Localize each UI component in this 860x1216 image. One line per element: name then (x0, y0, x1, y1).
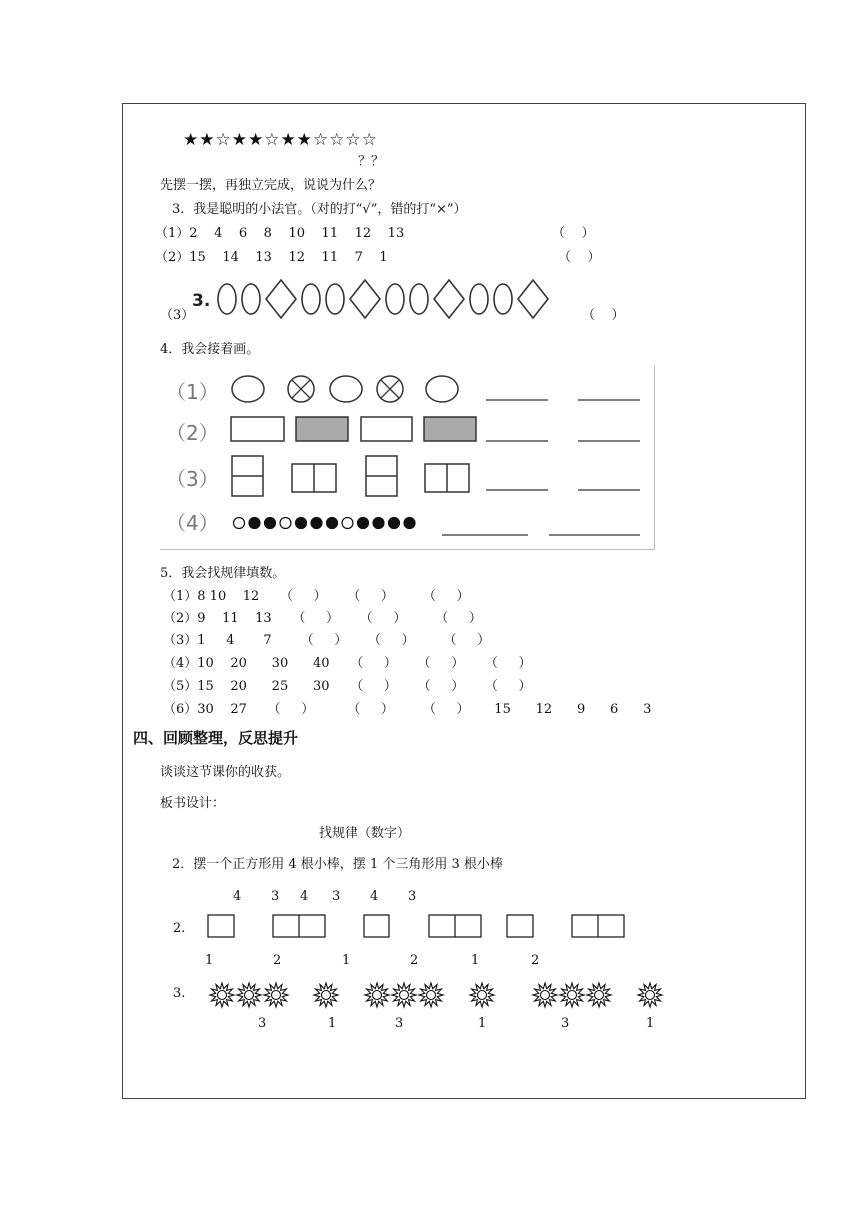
sun-icon (264, 983, 288, 1007)
sun-icon (392, 983, 416, 1007)
sun-icon (419, 983, 443, 1007)
square-box (364, 915, 389, 937)
drawing-panel-svg (160, 366, 654, 549)
black-dot (373, 518, 384, 529)
square-box (507, 915, 533, 937)
circle-shape (426, 376, 458, 402)
sun-icon (210, 983, 234, 1007)
row-label-4: （4） (166, 511, 219, 535)
sun-icon (638, 983, 662, 1007)
q3-item-1-answer: （ ） (552, 226, 595, 241)
star-number: 3 (561, 1016, 570, 1031)
star-pattern: ★★☆★★☆★★☆☆☆☆ (183, 130, 378, 150)
diamond-shape (350, 280, 380, 318)
circle-shape (330, 376, 362, 402)
crossed-circle-shape (377, 376, 403, 402)
sun-icon (533, 983, 557, 1007)
q5-title: 5．我会找规律填数。 (160, 566, 286, 581)
q5-row-5: （5）15 20 25 30 （ ） （ ） （ ） (163, 679, 532, 694)
crossed-circle-shape (288, 376, 314, 402)
diamond-shape (266, 280, 296, 318)
star-number: 1 (646, 1016, 655, 1031)
sun-pattern (200, 978, 680, 1014)
black-dot (311, 518, 322, 529)
bottom-number: 2 (531, 953, 540, 968)
shaded-rectangle-shape (296, 417, 348, 441)
board-line-2: 2．摆一个正方形用 4 根小棒，摆 1 个三角形用 3 根小棒 (172, 857, 503, 872)
white-dot (342, 518, 353, 529)
q5-row-6: （6）30 27 （ ） （ ） （ ） 15 12 9 6 3 (163, 702, 652, 717)
star-number: 1 (478, 1016, 487, 1031)
pattern-label: 3. (192, 291, 211, 311)
stick-squares (205, 912, 630, 940)
vertical-split-box (292, 464, 336, 492)
row-label-1: （1） (166, 380, 219, 404)
top-number: 3 (271, 889, 280, 904)
q3-item-3: （3） (160, 308, 195, 323)
white-dot (234, 518, 245, 529)
bottom-number: 1 (342, 953, 351, 968)
section-heading: 四、回顾整理，反思提升 (133, 729, 299, 747)
double-square-box (572, 915, 624, 937)
q3-item-1: （1）2 4 6 8 10 11 12 13 (155, 226, 405, 241)
q3-item-2: （2）15 14 13 12 11 7 1 (155, 250, 388, 265)
diamond-shape (518, 280, 548, 318)
q5-row-1: （1）8 10 12 （ ） （ ） （ ） (163, 589, 470, 604)
q5-row-4: （4）10 20 30 40 （ ） （ ） （ ） (163, 656, 532, 671)
intro-text: 先摆一摆，再独立完成，说说为什么？ (160, 178, 382, 193)
top-number: 3 (332, 889, 341, 904)
board-label-3: 3. (173, 986, 186, 1001)
q4-title: 4．我会接着画。 (160, 342, 260, 357)
q3-item-2-answer: （ ） (558, 250, 601, 265)
double-square-box (429, 915, 481, 937)
top-number: 4 (233, 889, 242, 904)
star-question: ？？ (358, 154, 385, 169)
oval-shape (470, 284, 488, 314)
square-box (208, 915, 234, 937)
top-number: 4 (300, 889, 309, 904)
q3-title: 3．我是聪明的小法官。（对的打“√”，错的打“×”） (172, 202, 467, 217)
vertical-split-box (425, 464, 469, 492)
sun-icon (587, 983, 611, 1007)
shape-pattern-image (190, 276, 570, 324)
q5-row-2: （2）9 11 13 （ ） （ ） （ ） (163, 611, 482, 626)
oval-shape (326, 284, 344, 314)
drawing-panel (160, 366, 655, 550)
circle-shape (232, 376, 264, 402)
talk-text: 谈谈这节课你的收获。 (160, 765, 291, 780)
black-dot (265, 518, 276, 529)
star-number: 3 (258, 1016, 267, 1031)
oval-shape (302, 284, 320, 314)
star-number: 3 (395, 1016, 404, 1031)
dot-pattern (234, 518, 416, 529)
oval-shape (410, 284, 428, 314)
top-number: 3 (408, 889, 417, 904)
double-square-box (273, 915, 325, 937)
sun-icon (237, 983, 261, 1007)
horizontal-split-box (366, 456, 397, 496)
bottom-number: 1 (205, 953, 214, 968)
black-dot (249, 518, 260, 529)
q5-row-3: （3）1 4 7 （ ） （ ） （ ） (163, 633, 491, 648)
oval-shape (494, 284, 512, 314)
rectangle-shape (361, 417, 412, 441)
bottom-number: 2 (273, 953, 282, 968)
black-dot (389, 518, 400, 529)
white-dot (280, 518, 291, 529)
oval-shape (218, 284, 236, 314)
rectangle-shape (231, 417, 284, 441)
bottom-number: 2 (410, 953, 419, 968)
row-label-3: （3） (166, 467, 219, 491)
black-dot (327, 518, 338, 529)
top-number: 4 (370, 889, 379, 904)
q3-item-3-answer: （ ） (582, 308, 625, 323)
oval-shape (386, 284, 404, 314)
black-dot (358, 518, 369, 529)
star-number: 1 (328, 1016, 337, 1031)
sun-icon (560, 983, 584, 1007)
board-design-label: 板书设计： (160, 796, 226, 811)
black-dot (296, 518, 307, 529)
sun-icon (314, 983, 338, 1007)
horizontal-split-box (232, 456, 263, 496)
oval-shape (242, 284, 260, 314)
diamond-shape (434, 280, 464, 318)
sun-icon (470, 983, 494, 1007)
black-dot (404, 518, 415, 529)
row-label-2: （2） (166, 421, 219, 445)
bottom-number: 1 (471, 953, 480, 968)
board-label-2: 2. (173, 921, 186, 936)
shaded-rectangle-shape (424, 417, 476, 441)
shape-pattern (192, 280, 548, 318)
board-title: 找规律（数字） (319, 826, 411, 841)
sun-icon (365, 983, 389, 1007)
